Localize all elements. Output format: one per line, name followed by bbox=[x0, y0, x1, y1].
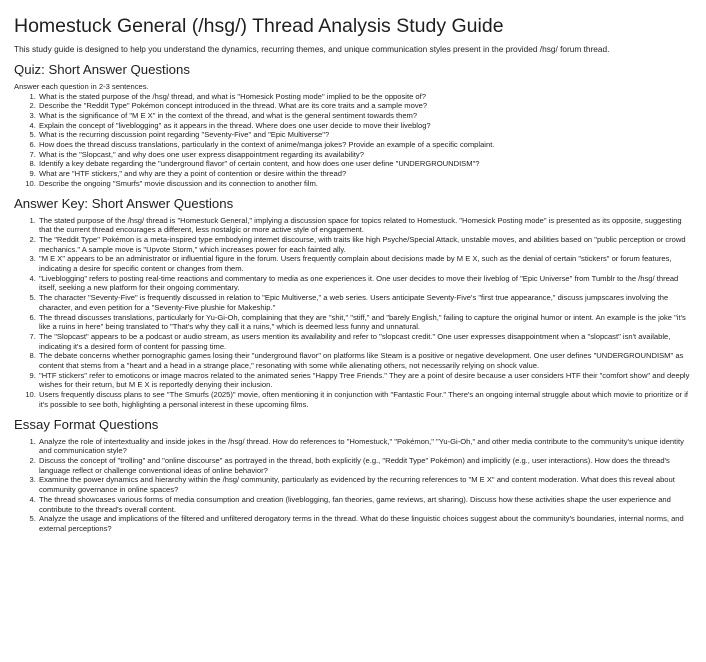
quiz-question: 9. What are "HTF stickers," and why are they a point of contention or desire within the thread? bbox=[38, 169, 696, 179]
answer-item: 10. Users frequently discuss plans to see "The Smurfs (2025)" movie, often mentioning it in conjunction with "Fantastic Four." There's an ongoing internal struggle about which movie to prioritize or if it's possible to see both, highlighting a personal interest in these upcoming films. bbox=[38, 390, 696, 409]
answer-item: 4. "Liveblogging" refers to posting real-time reactions and commentary to media as one experiences it. One user decides to move their liveblog of "Epic Universe" from Tumblr to the /hsg/ thread itself, seeking a new platform for their ongoing commentary. bbox=[38, 274, 696, 293]
essay-question: 5. Analyze the usage and implications of the filtered and unfiltered derogatory terms in the thread. What do these linguistic choices suggest about the community's boundaries, internal norms, and external perceptions? bbox=[38, 514, 696, 533]
answer-item: 7. The "Slopcast" appears to be a podcast or audio stream, as users mention its availability and refer to "slopcast credit." One user expresses disappointment when a "slopcast" isn't available, indicating it's a desired form of content for passing time. bbox=[38, 332, 696, 351]
answer-item: 9. "HTF stickers" refer to emoticons or image macros related to the animated series "Happy Tree Friends." They are a point of desire because a user considers HTF their "comfort show" and deeply wishes for their return, but M E X is reportedly denying their inclusion. bbox=[38, 371, 696, 390]
essay-question: 2. Discuss the concept of "trolling" and "online discourse" as portrayed in the thread, both explicitly (e.g., "Reddit Type" Pokémon) and implicitly (e.g., user interactions). How does the thread's language reflect or challenge conventional ideas of online behavior? bbox=[38, 456, 696, 475]
essay-question: 4. The thread showcases various forms of media consumption and creation (liveblogging, fan theories, game reviews, art sharing). Discuss how these activities shape the user experience and contribute to the thread's overall content. bbox=[38, 495, 696, 514]
answer-item: 2. The "Reddit Type" Pokémon is a meta-inspired type embodying internet discourse, with traits like high Psyche/Special Attack, unstable moves, and abilities based on "public perception or crowd mechanics." A sample move is "Upvote Storm," which increases power for each fainted ally. bbox=[38, 235, 696, 254]
quiz-question: 6. How does the thread discuss translations, particularly in the context of anime/manga jokes? Provide an example of a specific complaint. bbox=[38, 140, 696, 150]
quiz-question: 4. Explain the concept of "liveblogging" as it appears in the thread. Where does one user decide to move their liveblog? bbox=[38, 121, 696, 131]
answer-item: 6. The thread discusses translations, particularly for Yu-Gi-Oh, complaining that they are "shit," "stiff," and "barely English," failing to capture the original humor or intent. An example is the joke "it's like a ruins in here" being translated to "That's why they call it a ruins," which is deemed less funny and unnatural. bbox=[38, 313, 696, 332]
quiz-question: 2. Describe the "Reddit Type" Pokémon concept introduced in the thread. What are its core traits and a sample move? bbox=[38, 101, 696, 111]
intro-paragraph: This study guide is designed to help you understand the dynamics, recurring themes, and unique communication styles present in the provided /hsg/ forum thread. bbox=[14, 44, 610, 54]
answer-item: 5. The character "Seventy-Five" is frequently discussed in relation to "Epic Multiverse," a web series. Users anticipate Seventy-Five's "first true appearance," discuss jumpscares involving the character, and even petition for a "Seventy-Five plushie for Makeship." bbox=[38, 293, 696, 312]
essay-heading: Essay Format Questions bbox=[14, 416, 159, 432]
quiz-instructions: Answer each question in 2-3 sentences. bbox=[14, 82, 149, 91]
quiz-question: 3. What is the significance of "M E X" in the context of the thread, and what is the general sentiment towards them? bbox=[38, 111, 696, 121]
document-title: Homestuck General (/hsg/) Thread Analysis Study Guide bbox=[14, 15, 504, 37]
quiz-question-list bbox=[14, 92, 696, 189]
essay-question-list bbox=[14, 437, 696, 534]
quiz-question: 5. What is the recurring discussion point regarding "Seventy-Five" and "Epic Multiverse"? bbox=[38, 130, 696, 140]
answer-item: 8. The debate concerns whether pornographic games losing their "underground flavor" on platforms like Steam is a positive or negative development. One user defines "UNDERGROUNDISM" as content that stems from a "heart and a head in a strange place," resonating with some while alienating others, not necessarily relying on shock value. bbox=[38, 351, 696, 370]
quiz-heading: Quiz: Short Answer Questions bbox=[14, 62, 190, 77]
answer-item: 3. "M E X" appears to be an administrator or influential figure in the forum. Users frequently complain about decisions made by M E X, such as the denial of certain "stickers" or forum features, indicating a desire for specific content or changes from them. bbox=[38, 254, 696, 273]
essay-question: 1. Analyze the role of intertextuality and inside jokes in the /hsg/ thread. How do references to "Homestuck," "Pokémon," "Yu-Gi-Oh," and other media contribute to the community's unique identity and communication style? bbox=[38, 437, 696, 456]
quiz-question: 10. Describe the ongoing "Smurfs" movie discussion and its connection to another film. bbox=[38, 179, 696, 189]
answer-item: 1. The stated purpose of the /hsg/ thread is "Homestuck General," implying a discussion space for topics related to Homestuck. "Homesick Posting mode" is presented as its opposite, suggesting that the current thread encourages a different, less nostalgic or more active style of engagement. bbox=[38, 216, 696, 235]
quiz-question: 1. What is the stated purpose of the /hsg/ thread, and what is "Homesick Posting mode" implied to be the opposite of? bbox=[38, 92, 696, 102]
quiz-question: 8. Identify a key debate regarding the "underground flavor" of certain content, and how does one user define "UNDERGROUNDISM"? bbox=[38, 159, 696, 169]
answer-key-heading: Answer Key: Short Answer Questions bbox=[14, 195, 234, 211]
essay-question: 3. Examine the power dynamics and hierarchy within the /hsg/ community, particularly as evidenced by the recurring references to "M E X" and content moderation. What does this reveal about community governance in online spaces? bbox=[38, 475, 696, 494]
answer-key-list bbox=[14, 216, 696, 410]
quiz-question: 7. What is the "Slopcast," and why does one user express disappointment regarding its availability? bbox=[38, 150, 696, 160]
